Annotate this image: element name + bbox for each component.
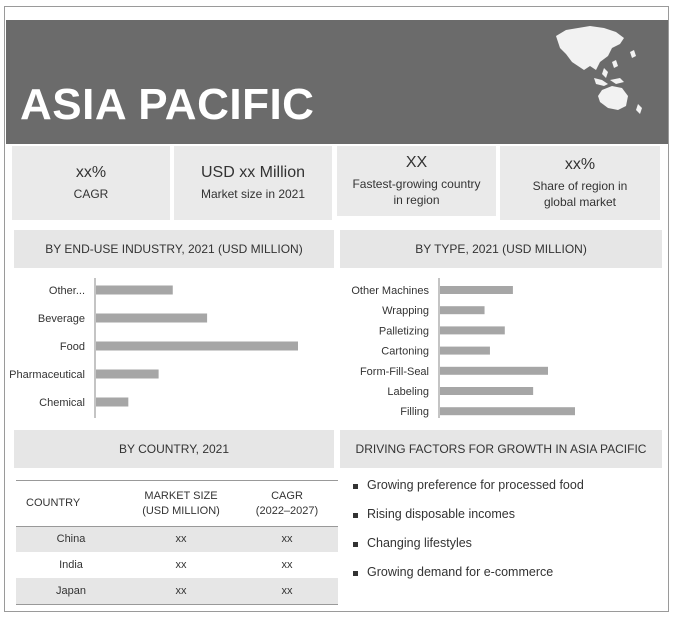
driving-factors-list [350, 478, 660, 594]
factor-text: Changing lifestyles [367, 536, 472, 550]
country-cell: India [59, 559, 83, 571]
kpi-fastest-country-value: XX [405, 154, 428, 171]
end-use-category-label: Pharmaceutical [9, 369, 85, 381]
type-category-label: Cartoning [381, 345, 429, 358]
end-use-category-label: Beverage [37, 313, 85, 325]
col-header-market-size-line2: (USD MILLION) [142, 504, 220, 517]
end-use-bar [96, 286, 173, 295]
kpi-market-size-value: USD xx Million [200, 164, 305, 181]
end-use-category-label: Food [59, 341, 85, 353]
kpi-cagr-value: xx% [75, 164, 107, 181]
table-bottom-rule [16, 604, 338, 605]
type-bar [440, 326, 505, 334]
square-bullet-icon [353, 542, 358, 547]
end-use-bar [96, 370, 159, 379]
list-item [350, 565, 660, 594]
end-use-bar-chart [0, 270, 340, 425]
type-bar [440, 407, 575, 415]
list-item [350, 478, 660, 507]
cagr-cell: xx [236, 578, 338, 604]
type-bar-chart [338, 270, 673, 425]
type-category-label: Wrapping [382, 305, 429, 318]
end-use-category-label: Other... [48, 285, 85, 297]
type-chart-title: BY TYPE, 2021 (USD MILLION) [340, 230, 662, 268]
region-title: ASIA PACIFIC [20, 80, 315, 129]
col-header-cagr [236, 482, 338, 526]
end-use-bar [96, 342, 298, 351]
table-header-row [16, 482, 338, 526]
type-bar [440, 347, 490, 355]
square-bullet-icon [353, 513, 358, 518]
square-bullet-icon [353, 484, 358, 489]
country-cell: China [16, 526, 126, 552]
type-bar [440, 286, 513, 294]
type-bar [440, 306, 485, 314]
kpi-region-share-value: xx% [564, 156, 596, 173]
kpi-market-size-label: Market size in 2021 [200, 187, 306, 201]
table-top-rule [16, 480, 338, 481]
end-use-bar [96, 314, 207, 323]
table-row [16, 578, 338, 604]
end-use-chart-title: BY END-USE INDUSTRY, 2021 (USD MILLION) [14, 230, 334, 268]
asia-pacific-map-icon [550, 22, 650, 118]
market-size-cell: xx [175, 559, 187, 571]
col-header-cagr-line1: CAGR [271, 489, 303, 502]
col-header-cagr-line2: (2022–2027) [255, 504, 319, 517]
factor-text: Rising disposable incomes [367, 507, 515, 521]
country-cell: Japan [16, 578, 126, 604]
type-category-label: Form-Fill-Seal [359, 365, 429, 378]
col-header-market-size [126, 482, 236, 526]
table-row [16, 526, 338, 552]
kpi-market-size [174, 146, 332, 220]
kpi-cagr-label: CAGR [73, 187, 109, 201]
list-item [350, 536, 660, 565]
type-category-label: Filling [400, 406, 429, 419]
cagr-cell: xx [236, 526, 338, 552]
cagr-cell: xx [281, 559, 293, 571]
kpi-region-share [500, 146, 660, 220]
market-size-cell: xx [126, 578, 236, 604]
end-use-category-label: Chemical [39, 397, 85, 409]
factors-section-title: DRIVING FACTORS FOR GROWTH IN ASIA PACIFIC [340, 430, 662, 468]
factor-text: Growing demand for e-commerce [367, 565, 554, 579]
type-category-label: Other Machines [351, 285, 429, 297]
kpi-fastest-country [337, 146, 496, 216]
table-row [16, 552, 338, 578]
list-item [350, 507, 660, 536]
market-size-cell: xx [126, 526, 236, 552]
country-table [16, 482, 338, 604]
factor-text: Growing preference for processed food [367, 478, 584, 492]
kpi-cagr [12, 146, 170, 220]
country-section-title: BY COUNTRY, 2021 [14, 430, 334, 468]
kpi-region-share-label: Share of region in global market [532, 179, 628, 209]
col-header-country: COUNTRY [16, 482, 126, 526]
kpi-fastest-country-label: Fastest-growing country in region [352, 177, 481, 207]
region-banner [6, 20, 668, 144]
type-bar [440, 367, 548, 375]
type-category-label: Labeling [387, 386, 429, 398]
type-bar [440, 387, 533, 395]
square-bullet-icon [353, 571, 358, 576]
type-category-label: Palletizing [378, 325, 429, 338]
col-header-market-size-line1: MARKET SIZE [144, 489, 218, 502]
end-use-bar [96, 398, 128, 407]
